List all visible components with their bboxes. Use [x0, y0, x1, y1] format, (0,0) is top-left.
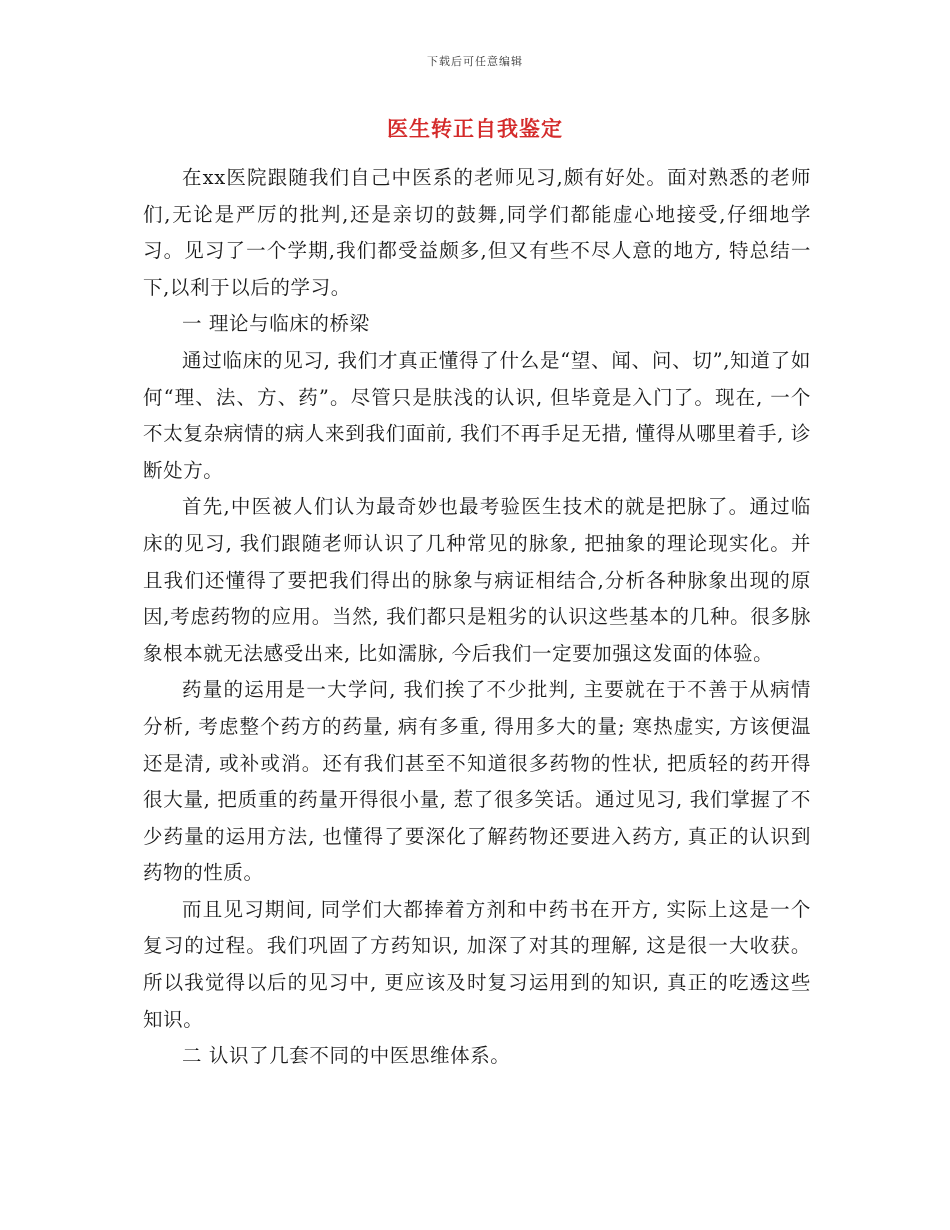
header-note: 下载后可任意编辑 [427, 55, 523, 68]
paragraph-intro: 在xx医院跟随我们自己中医系的老师见习,颇有好处。面对熟悉的老师们,无论是严厉的批判,还是亲切的鼓舞,同学们都能虚心地接受,仔细地学习。见习了一个学期,我们都受益颇多,但又有些不尽人意的地方, 特总结一下,以利于以后的学习。 [143, 166, 811, 299]
section-heading-2: 二 认识了几套不同的中医思维体系。 [182, 1044, 511, 1068]
document-title: 医生转正自我鉴定 [387, 116, 563, 141]
paragraph-theory: 通过临床的见习, 我们才真正懂得了什么是“望、闻、问、切”,知道了如何“理、法、方、药”。尽管只是肤浅的认识, 但毕竟是入门了。现在, 一个不太复杂病情的病人来到我们面前, 我们不再手足无措, 懂得从哪里着手, 诊断处方。 [143, 348, 811, 482]
document-body [143, 160, 811, 1075]
section-heading-1: 一 理论与临床的桥梁 [182, 312, 370, 336]
paragraph-review: 而且见习期间, 同学们大都捧着方剂和中药书在开方, 实际上这是一个复习的过程。我们巩固了方药知识, 加深了对其的理解, 这是很一大收获。所以我觉得以后的见习中, 更应该及时复习运用到的知识, 真正的吃透这些知识。 [143, 897, 811, 1031]
paragraph-pulse: 首先,中医被人们认为最奇妙也最考验医生技术的就是把脉了。通过临床的见习, 我们跟随老师认识了几种常见的脉象, 把抽象的理论现实化。并且我们还懂得了要把我们得出的脉象与病证相结合,分析各种脉象出现的原因,考虑药物的应用。当然, 我们都只是粗劣的认识这些基本的几种。很多脉象根本就无法感受出来, 比如濡脉, 今后我们一定要加强这发面的体验。 [143, 495, 811, 665]
paragraph-dosage: 药量的运用是一大学问, 我们挨了不少批判, 主要就在于不善于从病情分析, 考虑整个药方的药量, 病有多重, 得用多大的量; 寒热虚实, 方该便温还是清, 或补或消。还有我们甚至不知道很多药物的性状, 把质轻的药开得很大量, 把质重的药量开得很小量, 惹了很多笑话。通过见习, 我们掌握了不少药量的运用方法, 也懂得了要深化了解药物还要进入药方, 真正的认识到药物的性质。 [143, 678, 811, 885]
